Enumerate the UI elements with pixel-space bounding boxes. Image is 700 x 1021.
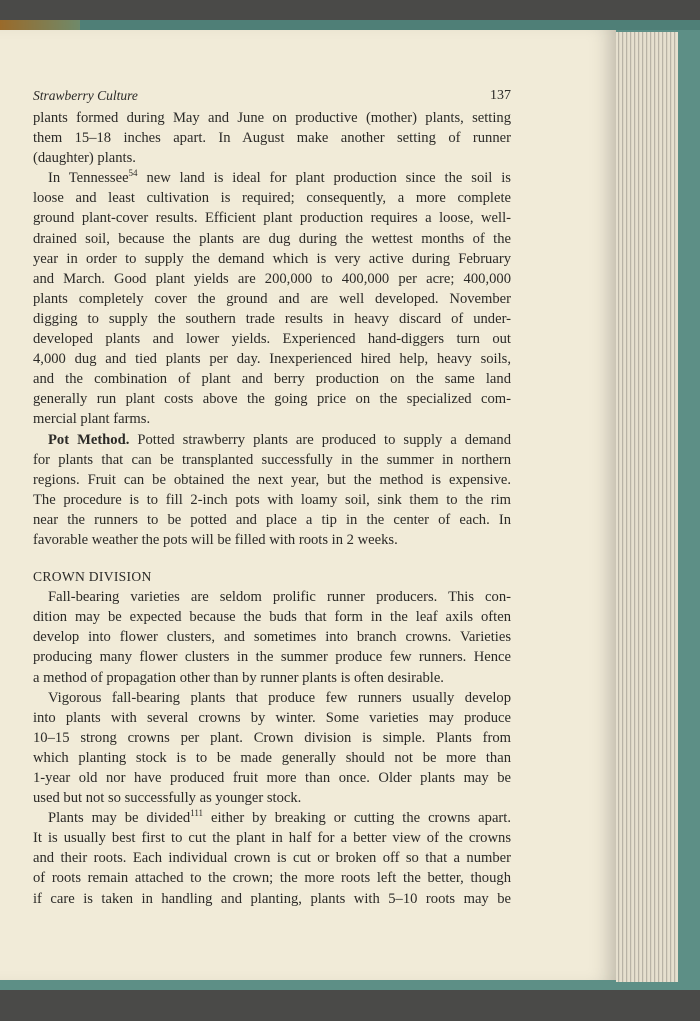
- text-line: used but not so successfully as younger stock.: [33, 790, 302, 807]
- text-line: [33, 808, 511, 828]
- run-in-heading: Pot Method.: [48, 431, 130, 448]
- text-fragment: In Tennessee: [48, 170, 129, 187]
- text-line: loose and least cultivation is required; consequently, a more complete: [33, 190, 511, 207]
- cover-edge: [0, 20, 700, 30]
- text-line: Fall-bearing varieties are seldom prolific runner producers. This con-: [48, 589, 511, 606]
- text-line: a method of propagation other than by runner plants is often desirable.: [33, 669, 444, 686]
- reference-number: 54: [128, 168, 138, 179]
- text-line: Vigorous fall-bearing plants that produce few runners usually develop: [48, 689, 511, 706]
- text-fragment: new land is ideal for plant production since the soil is: [137, 170, 511, 187]
- text-line: 1-year old nor have produced fruit more than once. Older plants may be: [33, 770, 511, 786]
- text-line: develop into flower clusters, and sometimes into branch crowns. Varieties: [33, 629, 511, 646]
- text-line: if care is taken in handling and planting, plants with 5–10 roots may be: [33, 890, 511, 907]
- text-line: them 15–18 inches apart. In August make another setting of runner: [33, 130, 511, 147]
- text-fragment: Plants may be divided: [48, 810, 191, 827]
- body-text: [33, 108, 511, 909]
- text-line: and the combination of plant and berry production on the same land: [33, 371, 511, 388]
- spacer: [33, 550, 511, 567]
- text-line: developed plants and lower yields. Experienced hand-diggers turn out: [33, 331, 511, 348]
- text-line: plants completely cover the ground and are well developed. November: [33, 290, 511, 307]
- text-line: (daughter) plants.: [33, 150, 136, 167]
- text-line: It is usually best first to cut the plant in half for a better view of the crowns: [33, 830, 511, 847]
- page-number: 137: [490, 88, 511, 103]
- text-line: into plants with several crowns by winter. Some varieties may produce: [33, 709, 511, 726]
- text-line: The procedure is to fill 2-inch pots with loamy soil, sink them to the rim: [33, 491, 511, 508]
- text-line: near the runners to be potted and place a tip in the center of each. In: [33, 511, 511, 528]
- text-line: year in order to supply the demand which is very active during February: [33, 250, 511, 267]
- text-line: ground plant-cover results. Efficient plant production requires a loose, well-: [33, 210, 511, 227]
- text-line: and March. Good plant yields are 200,000 to 400,000 per acre; 400,000: [33, 270, 511, 287]
- text-line: plants formed during May and June on productive (mother) plants, setting: [33, 110, 511, 126]
- text-line: generally run plant costs above the going price on the specialized com-: [33, 391, 511, 408]
- text-fragment: either by breaking or cutting the crowns apart.: [203, 810, 511, 827]
- text-line: which planting stock is to be made generally should not be more than: [33, 749, 511, 766]
- text-line: and their roots. Each individual crown is cut or broken off so that a number: [33, 850, 511, 867]
- text-line: 4,000 dug and tied plants per day. Inexperienced hired help, heavy soils,: [33, 351, 511, 368]
- text-line: of roots remain attached to the crown; the more roots left the better, though: [33, 870, 511, 887]
- running-title: Strawberry Culture: [33, 88, 138, 103]
- text-line: digging to supply the southern trade results in heavy discard of under-: [33, 310, 511, 327]
- text-line: 10–15 strong crowns per plant. Crown division is simple. Plants from: [33, 729, 511, 746]
- text-line: for plants that can be transplanted successfully in the summer in northern: [33, 451, 511, 468]
- running-head: [33, 88, 511, 106]
- text-line: drained soil, because the plants are dug during the wettest months of the: [33, 230, 511, 247]
- reference-number: 111: [190, 808, 204, 819]
- page-edges: [616, 32, 678, 982]
- text-line: [33, 168, 511, 188]
- text-line: [33, 430, 511, 450]
- section-heading: CROWN DIVISION: [33, 569, 152, 585]
- text-line: regions. Fruit can be obtained the next year, but the method is expensive.: [33, 471, 511, 488]
- text-line: favorable weather the pots will be filled with roots in 2 weeks.: [33, 531, 398, 548]
- text-line: producing many flower clusters in the summer produce few runners. Hence: [33, 649, 511, 666]
- text-line: dition may be expected because the buds that form in the leaf axils often: [33, 609, 511, 626]
- text-line: mercial plant farms.: [33, 411, 151, 428]
- text-fragment: Potted strawberry plants are produced to supply a demand: [129, 431, 511, 448]
